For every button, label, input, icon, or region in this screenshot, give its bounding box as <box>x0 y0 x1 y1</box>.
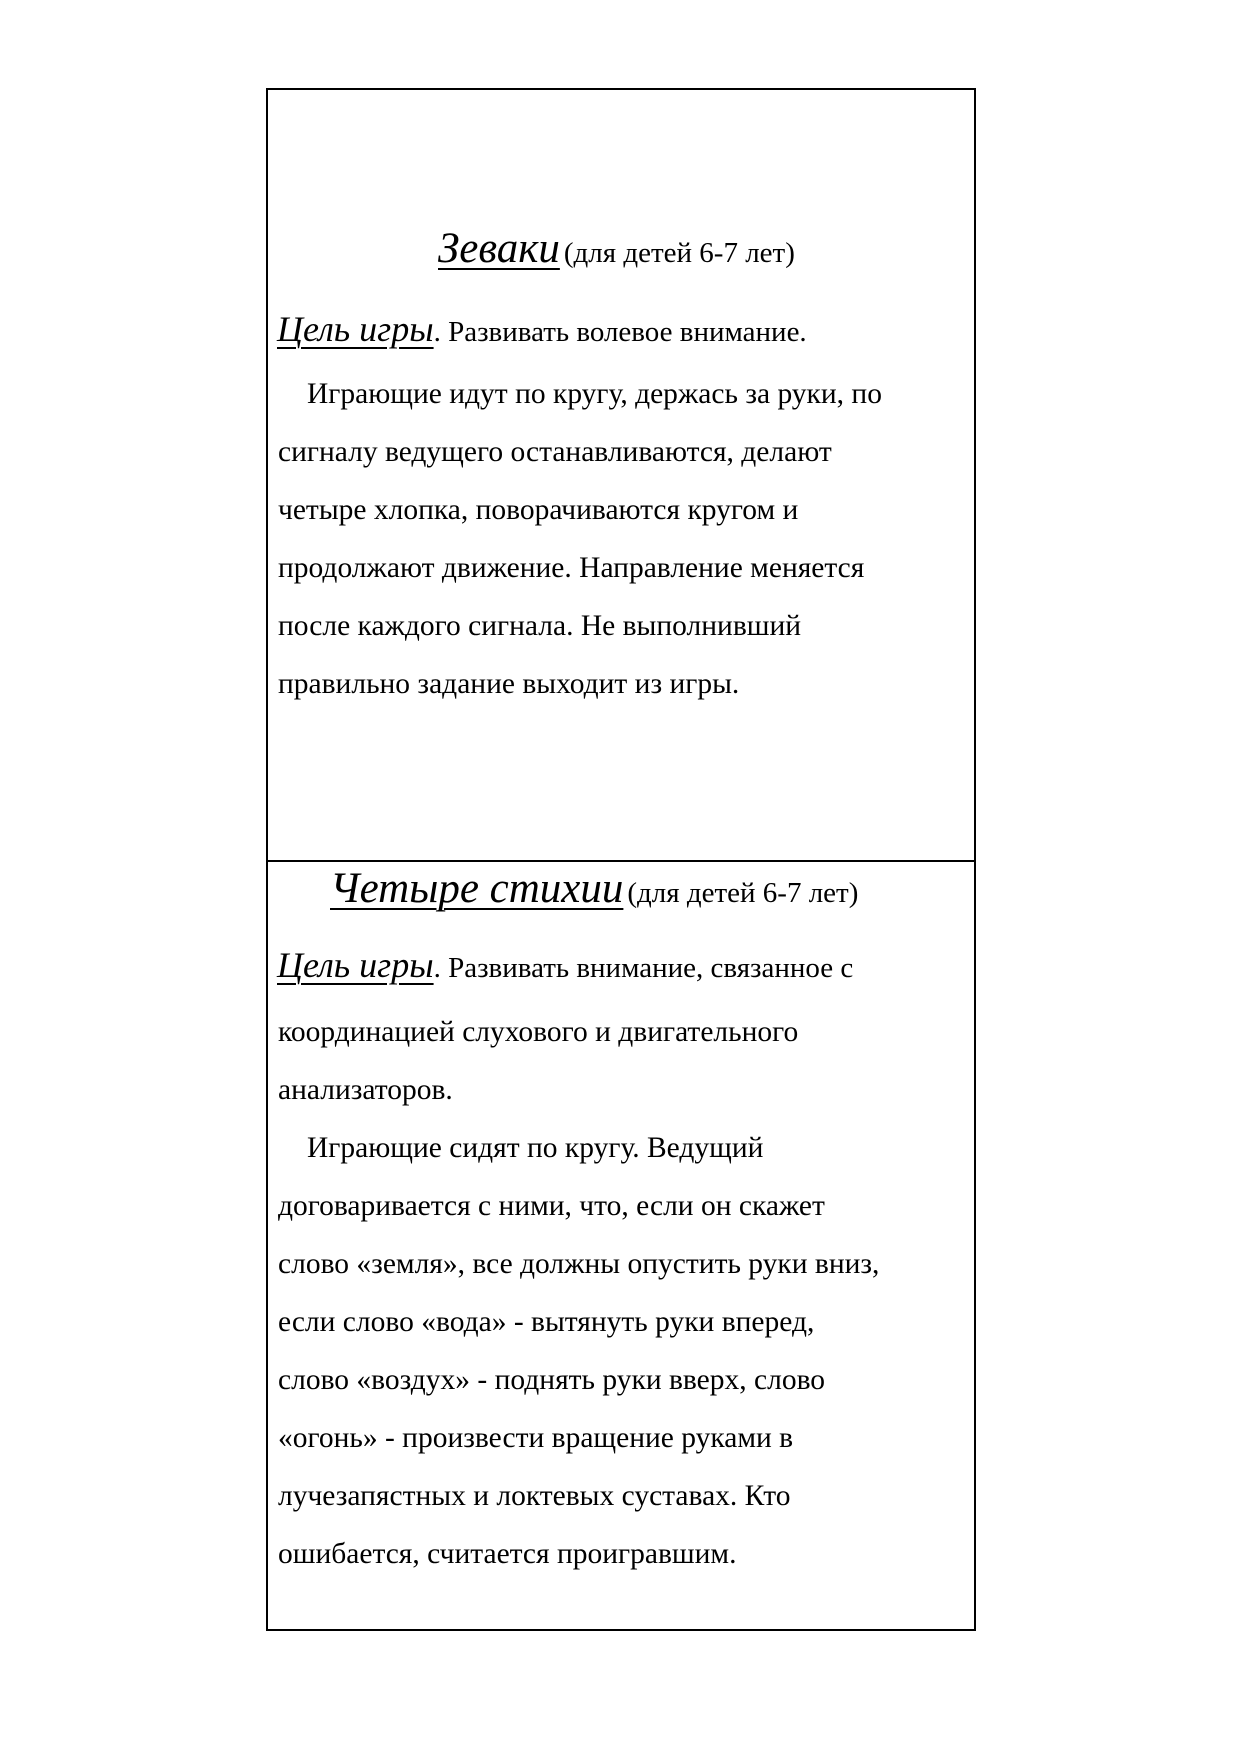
game2-goal-label: Цель игры <box>277 945 434 985</box>
game2-line: лучезапястных и локтевых суставах. Кто <box>278 1480 791 1512</box>
game2-line: слово «земля», все должны опустить руки вниз, <box>278 1248 880 1280</box>
game2-line: договаривается с ними, что, если он скажет <box>278 1190 825 1222</box>
game1-line: после каждого сигнала. Не выполнивший <box>278 610 802 642</box>
game2-age: (для детей 6-7 лет) <box>627 877 859 909</box>
game2-line: Играющие сидят по кругу. Ведущий <box>307 1132 764 1164</box>
game1-goal <box>277 308 807 350</box>
game2-line: если слово «вода» - вытянуть руки вперед, <box>278 1306 815 1338</box>
game2-line: слово «воздух» - поднять руки вверх, слово <box>278 1364 826 1396</box>
game2-line: «огонь» - произвести вращение руками в <box>278 1422 794 1454</box>
game1-line: Играющие идут по кругу, держась за руки, по <box>307 378 882 410</box>
game1-line: правильно задание выходит из игры. <box>278 668 740 700</box>
game1-line: продолжают движение. Направление меняется <box>278 552 865 584</box>
game1-heading <box>438 224 795 273</box>
game1-line: четыре хлопка, поворачиваются кругом и <box>278 494 799 526</box>
game1-goal-text: . Развивать волевое внимание. <box>433 316 807 348</box>
game2-title: Четыре стихии <box>330 865 624 912</box>
game2-line: ошибается, считается проигравшим. <box>278 1538 737 1570</box>
game2-heading <box>330 864 858 913</box>
game1-line: сигналу ведущего останавливаются, делают <box>278 436 832 468</box>
game1-goal-label: Цель игры <box>277 309 434 349</box>
game2-goal <box>277 944 853 986</box>
game1-age: (для детей 6-7 лет) <box>563 237 795 269</box>
game2-goal-line: координацией слухового и двигательного <box>278 1016 799 1048</box>
game2-goal-text: . Развивать внимание, связанное с <box>433 952 854 984</box>
game1-title: Зеваки <box>438 225 560 272</box>
card-divider <box>266 860 976 862</box>
game2-goal-line: анализаторов. <box>278 1074 453 1106</box>
